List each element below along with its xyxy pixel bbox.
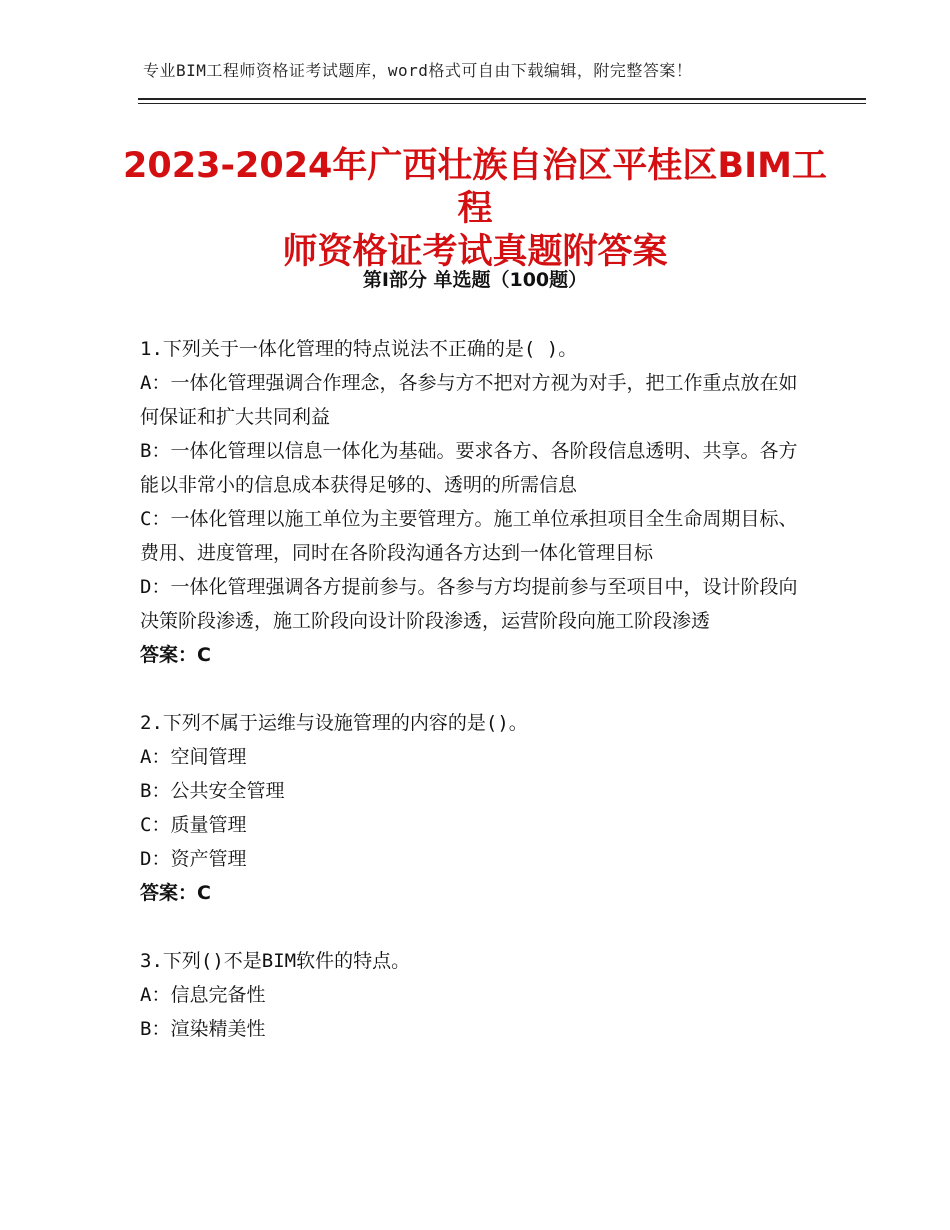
option-b: B：公共安全管理 — [140, 780, 285, 802]
question-stem: 1.下列关于一体化管理的特点说法不正确的是( )。 — [140, 338, 578, 360]
header-note: 专业BIM工程师资格证考试题库，word格式可自由下载编辑，附完整答案！ — [143, 61, 693, 80]
question-list — [140, 332, 812, 1080]
header-rule-thin — [138, 103, 866, 104]
question-3 — [140, 944, 812, 1046]
option-b: B：渲染精美性 — [140, 1018, 266, 1040]
title-line-2: 师资格证考试真题附答案 — [282, 232, 668, 272]
option-d: D：资产管理 — [140, 848, 247, 870]
option-c: C：一体化管理以施工单位为主要管理方。施工单位承担项目全生命周期目标、费用、进度管理，同时在各阶段沟通各方达到一体化管理目标 — [140, 508, 798, 564]
section-heading: 第Ⅰ部分 单选题（100题） — [362, 269, 588, 291]
question-2 — [140, 706, 812, 910]
question-stem: 2.下列不属于运维与设施管理的内容的是()。 — [140, 712, 528, 734]
option-a: A：信息完备性 — [140, 984, 266, 1006]
question-1 — [140, 332, 812, 672]
option-a: A：一体化管理强调合作理念，各参与方不把对方视为对手，把工作重点放在如何保证和扩大共同利益 — [140, 372, 798, 428]
option-c: C：质量管理 — [140, 814, 247, 836]
answer: 答案：C — [140, 644, 211, 666]
header-rule-thick — [138, 98, 866, 100]
option-d: D：一体化管理强调各方提前参与。各参与方均提前参与至项目中，设计阶段向决策阶段渗透，施工阶段向设计阶段渗透，运营阶段向施工阶段渗透 — [140, 576, 798, 632]
question-stem: 3.下列()不是BIM软件的特点。 — [140, 950, 411, 972]
document-title — [110, 145, 840, 274]
option-a: A：空间管理 — [140, 746, 247, 768]
option-b: B：一体化管理以信息一体化为基础。要求各方、各阶段信息透明、共享。各方能以非常小的信息成本获得足够的、透明的所需信息 — [140, 440, 798, 496]
answer: 答案：C — [140, 882, 211, 904]
title-line-1: 2023-2024年广西壮族自治区平桂区BIM工程 — [123, 146, 827, 229]
